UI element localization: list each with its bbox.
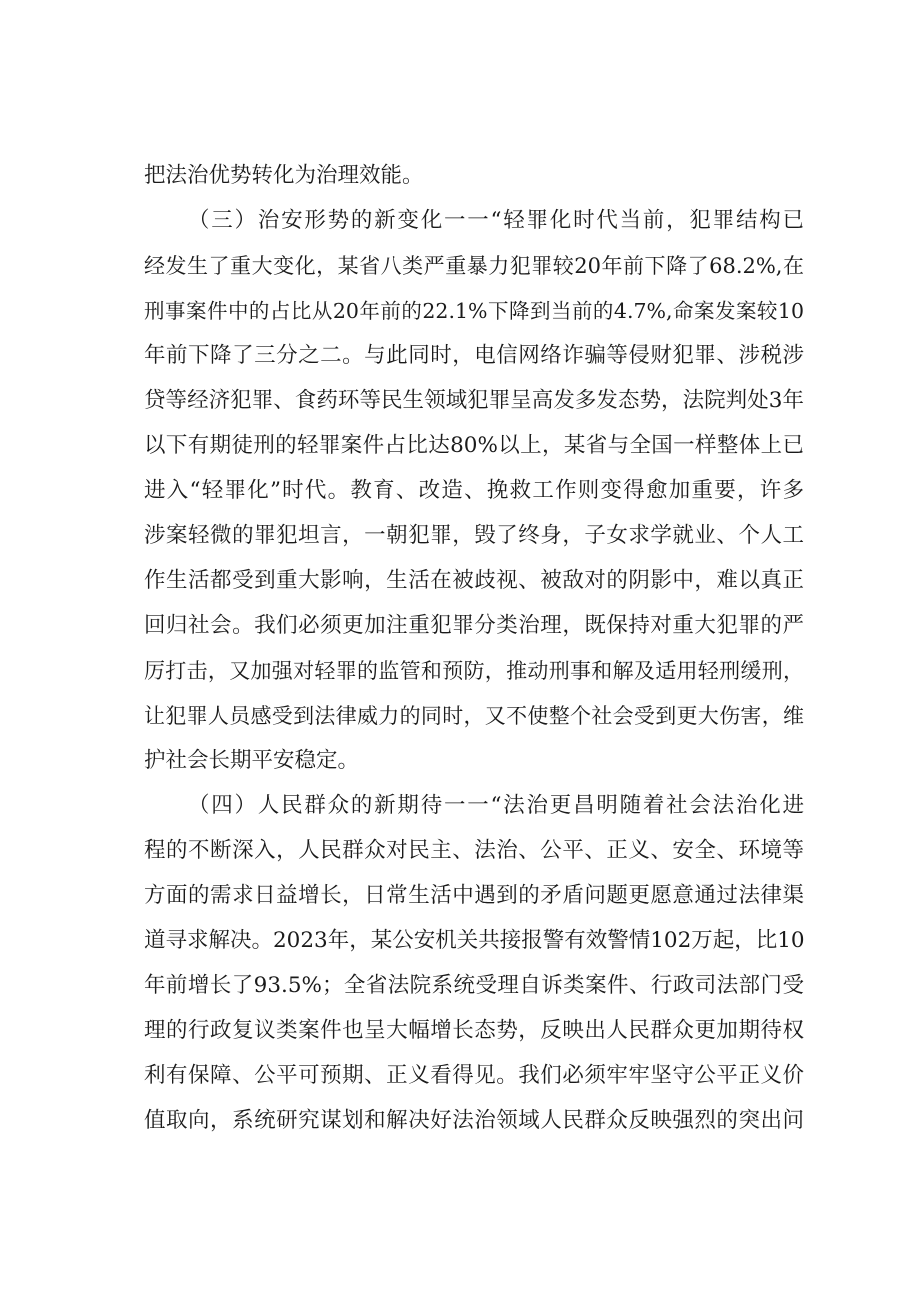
text-line: 年前下降了三分之二。与此同时，电信网络诈骗等侵财犯罪、涉税涉 [144, 343, 804, 368]
section-heading-3: （三）治安形势的新变化一一“轻罪化时代当前，犯罪结构已 [188, 208, 804, 233]
text-line: 值取向，系统研究谋划和解决好法治领域人民群众反映强烈的突出问 [144, 1108, 804, 1133]
text-line: 回归社会。我们必须更加注重犯罪分类治理，既保持对重大犯罪的严 [144, 613, 804, 638]
section-heading-4: （四）人民群众的新期待一一“法治更昌明随着社会法治化进 [188, 793, 804, 818]
text-line: 让犯罪人员感受到法律威力的同时，又不使整个社会受到更大伤害，维 [144, 704, 804, 728]
text-line: 进入“轻罪化”时代。教育、改造、挽救工作则变得愈加重要，许多 [144, 478, 804, 503]
text-line: 年前增长了93.5%；全省法院系统受理自诉类案件、行政司法部门受 [144, 973, 804, 998]
text-line: 方面的需求日益增长，日常生活中遇到的矛盾问题更愿意通过法律渠 [144, 883, 804, 908]
text-line: 理的行政复议类案件也呈大幅增长态势，反映出人民群众更加期待权 [144, 1018, 804, 1043]
text-line: 厉打击，又加强对轻罪的监管和预防，推动刑事和解及适用轻刑缓刑， [144, 659, 804, 683]
text-line: 道寻求解决。2023年，某公安机关共接报警有效警情102万起，比10 [144, 928, 805, 953]
text-line: 作生活都受到重大影响，生活在被歧视、被敌对的阴影中，难以真正 [144, 568, 804, 593]
text-line: 把法治优势转化为治理效能。 [144, 163, 424, 188]
text-line: 程的不断深入，人民群众对民主、法治、公平、正义、安全、环境等 [144, 838, 804, 863]
text-line: 经发生了重大变化，某省八类严重暴力犯罪较20年前下降了68.2%,在 [144, 254, 804, 278]
text-line: 利有保障、公平可预期、正义看得见。我们必须牢牢坚守公平正义价 [144, 1063, 804, 1088]
text-line: 护社会长期平安稳定。 [144, 748, 360, 773]
text-line: 涉案轻微的罪犯坦言，一朝犯罪，毁了终身，子女求学就业、个人工 [144, 523, 804, 548]
text-line: 贷等经济犯罪、食药环等民生领域犯罪呈高发多发态势，法院判处3年 [144, 388, 804, 413]
text-line: 刑事案件中的占比从20年前的22.1%下降到当前的4.7%,命案发案较10 [144, 299, 804, 323]
text-line: 以下有期徒刑的轻罪案件占比达80%以上，某省与全国一样整体上已 [144, 433, 804, 458]
